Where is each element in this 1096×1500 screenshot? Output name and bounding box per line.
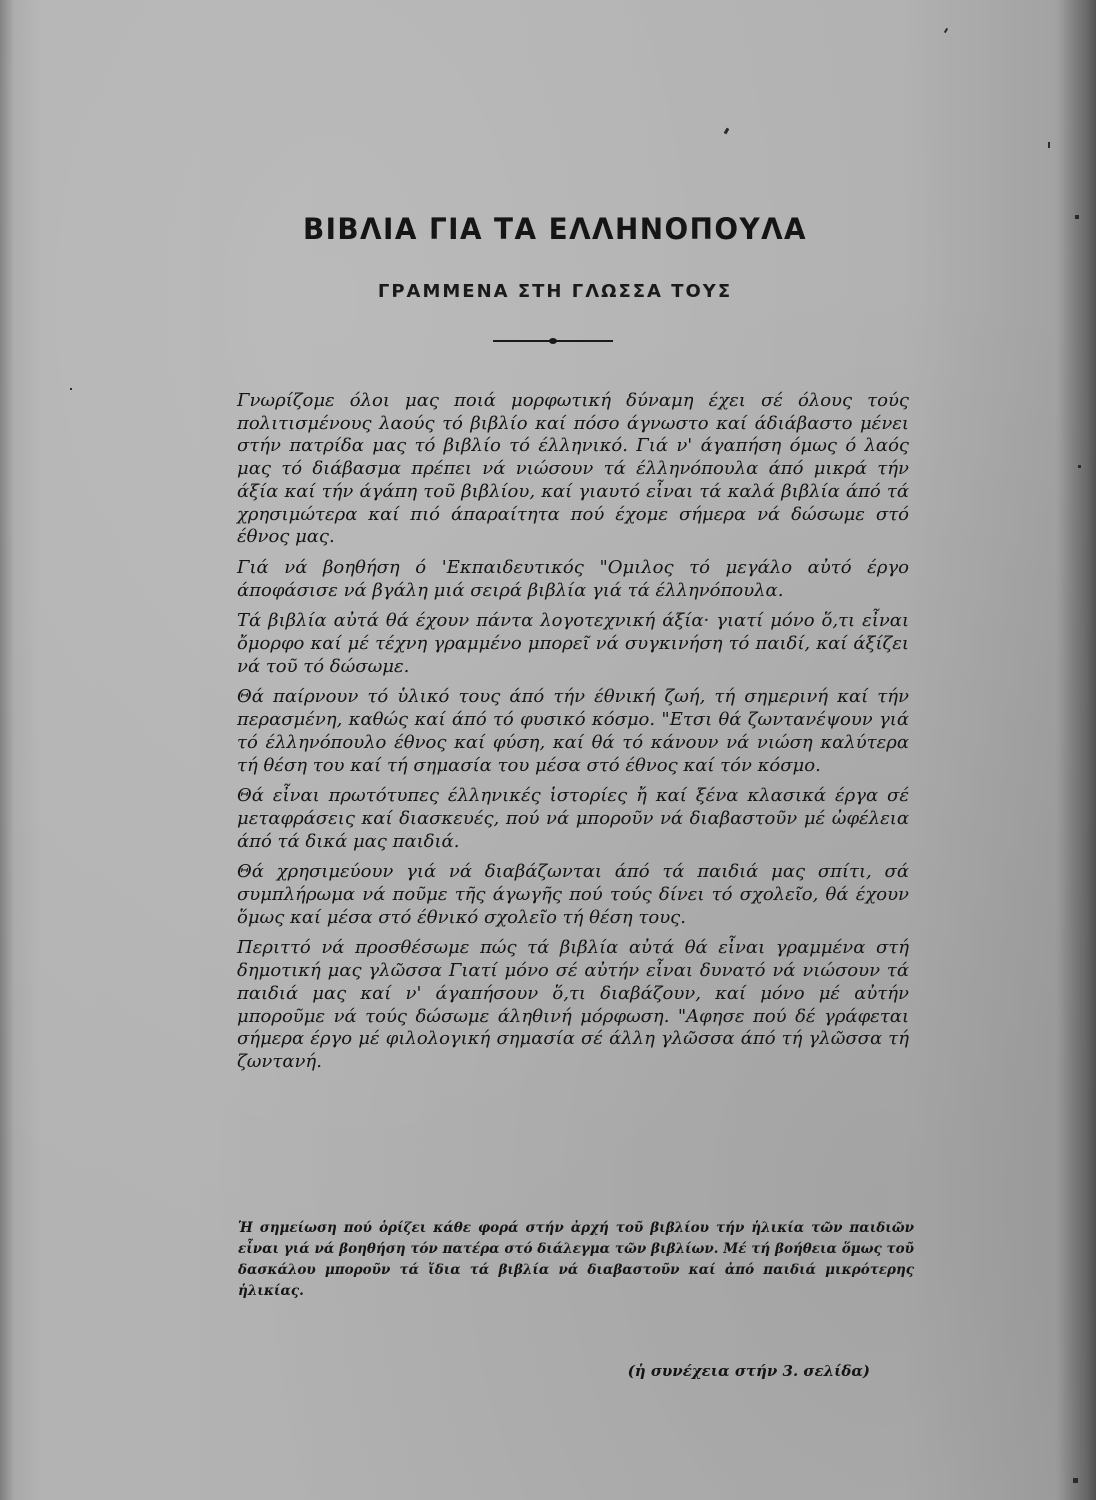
- page-edge-shadow: [1056, 0, 1096, 1500]
- paragraph: Τά βιβλία αὐτά θά έχουν πάντα λογοτεχνική άξία· γιατί μόνο ὅ,τι εἶναι ὄμορφο καί μέ τέχνη γραμμένο μπορεῖ νά συγκινήση τό παιδί, καί άξίζει νά τοῦ τό δώσωμε.: [237, 610, 909, 677]
- paper-speck: [724, 128, 730, 135]
- paragraph: Γιά νά βοηθήση ό 'Εκπαιδευτικός "Ομιλος τό μεγάλο αὐτό έργο άποφάσισε νά βγάλη μιά σειρά βιβλία γιά τά έλληνόπουλα.: [237, 556, 909, 601]
- page-title: ΒΙΒΛΙΑ ΓΙΑ ΤΑ ΕΛΛΗΝΟΠΟΥΛΑ: [302, 212, 808, 246]
- title-divider: [493, 340, 613, 342]
- paper-speck: [1073, 1478, 1078, 1483]
- paper-speck: [1075, 215, 1079, 219]
- paper-speck: [1048, 142, 1050, 148]
- footnote: Ἡ σημείωση πού ὁρίζει κάθε φορά στήν ἀρχή τοῦ βιβλίου τήν ἡλικία τῶν παιδιῶν εἶναι γιά νά βοηθήση τόν πατέρα στό διάλεγμα τῶν βιβλίων. Μέ τή βοήθεια ὅμως τοῦ δασκάλου μποροῦν τά ἴδια τά βιβλία νά διαβαστοῦν καί ἀπό παιδιά μικρότερης ἡλικίας.: [238, 1220, 914, 1299]
- paragraph: Περιττό νά προσθέσωμε πώς τά βιβλία αὐτά θά εἶναι γραμμένα στή δημοτική μας γλῶσσα Γιατί μόνο σέ αὐτήν εἶναι δυνατό νά νιώσουν τά παιδιά μας καί ν' άγαπήσουν ὅ,τι διαβάζουν, καί μόνο μέ αὐτήν μποροῦμε νά τούς δώσωμε άληθινή μόρφωση. "Αφησε πού δέ γράφεται σήμερα έργο μέ φιλολογική σημασία σέ άλλη γλῶσσα άπό τή γλῶσσα τή ζωντανή.: [237, 937, 909, 1072]
- paper-speck: [70, 388, 72, 390]
- paragraph: Θά εἶναι πρωτότυπες έλληνικές ἱστορίες ἤ καί ξένα κλασικά έργα σέ μεταφράσεις καί διασκευές, πού νά μποροῦν νά διαβαστοῦν μέ ὠφέλεια άπό τά δικά μας παιδιά.: [237, 785, 909, 852]
- paragraph: Θά παίρνουν τό ὑλικό τους άπό τήν έθνική ζωή, τή σημερινή καί τήν περασμένη, καθώς καί άπό τό φυσικό κόσμο. "Ετσι θά ζωντανέψουν γιά τό έλληνόπουλο έθνος καί φύση, καί θά τό κάνουν νά νιώση καλύτερα τή θέση του καί τή σημασία του μέσα στό έθνος καί τόν κόσμο.: [237, 686, 909, 776]
- article-body: [237, 390, 909, 1082]
- page-subtitle: ΓΡΑΜΜΕΝΑ ΣΤΗ ΓΛΩΣΣΑ ΤΟΥΣ: [377, 281, 733, 302]
- continuation-note: (ἡ συνέχεια στήν 3. σελίδα): [627, 1362, 870, 1380]
- paper-speck: [1078, 465, 1081, 468]
- paragraph: Γνωρίζομε όλοι μας ποιά μορφωτική δύναμη έχει σέ όλους τούς πολιτισμένους λαούς τό βιβλίο καί πόσο άγνωστο καί άδιάβαστο μένει στήν πατρίδα μας τό βιβλίο τό έλληνικό. Γιά ν' άγαπήση όμως ό λαός μας τό διάβασμα πρέπει νά νιώσουν τά έλληνόπουλα άπό μικρά τήν άξία καί τήν άγάπη τοῦ βιβλίου, καί γιαυτό εἶναι τά καλά βιβλία άπό τά χρησιμώτερα καί πιό άπαραίτητα πού έχομε σήμερα νά δώσωμε στό έθνος μας.: [237, 390, 909, 548]
- paper-speck: [944, 28, 948, 33]
- paragraph: Θά χρησιμεύουν γιά νά διαβάζωνται άπό τά παιδιά μας σπίτι, σά συμπλήρωμα νά ποῦμε τῆς άγωγῆς πού τούς δίνει τό σχολεῖο, θά έχουν ὅμως καί μέσα στό έθνικό σχολεῖο τή θέση τους.: [237, 861, 909, 928]
